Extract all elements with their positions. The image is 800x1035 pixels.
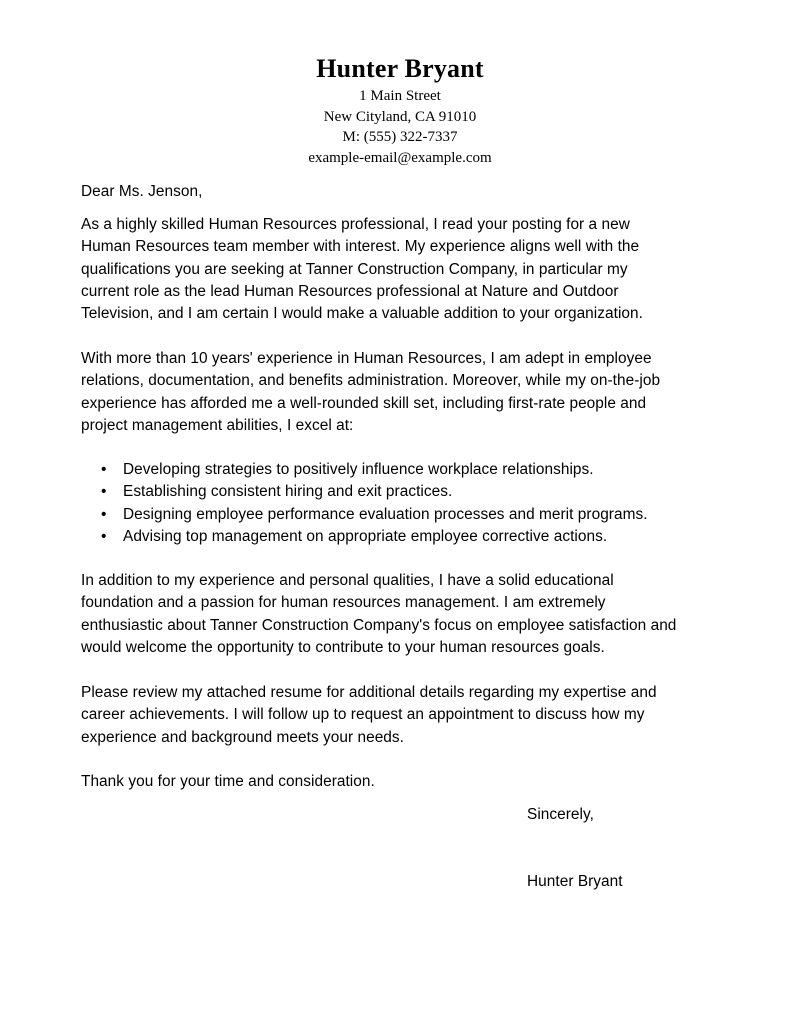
closing: Sincerely, [527, 806, 594, 823]
paragraph-follow-up [81, 682, 731, 749]
sender-street: 1 Main Street [359, 88, 441, 104]
paragraph-line: experience and background meets your needs. [81, 728, 404, 746]
bullet-icon: • [101, 505, 107, 523]
list-item-text: Developing strategies to positively influence workplace relationships. [123, 461, 594, 478]
paragraph-line: relations, documentation, and benefits administration. Moreover, while my on-the-job [81, 372, 661, 390]
paragraph-line: Television, and I am certain I would make a valuable addition to your organization. [81, 305, 643, 323]
paragraph-experience [81, 348, 731, 437]
paragraph-line: Please review my attached resume for additional details regarding my expertise and [81, 684, 657, 701]
paragraph-thanks: Thank you for your time and consideration. [81, 773, 375, 790]
paragraph-line: foundation and a passion for human resources management. I am extremely [81, 594, 606, 612]
bullet-icon: • [101, 483, 107, 501]
list-item [81, 504, 731, 526]
sender-city: New Cityland, CA 91010 [323, 108, 477, 125]
paragraph-line: experience has afforded me a well-rounded skill set, including first-rate people and [81, 394, 647, 412]
salutation: Dear Ms. Jenson, [81, 183, 203, 200]
bullet-icon: • [101, 527, 107, 545]
paragraph-line: career achievements. I will follow up to request an appointment to discuss how my [81, 706, 645, 724]
letterhead [0, 52, 800, 168]
paragraph-line: project management abilities, I excel at: [81, 416, 354, 434]
paragraph-line: current role as the lead Human Resources professional at Nature and Outdoor [81, 282, 619, 300]
paragraph-line: would welcome the opportunity to contribute to your human resources goals. [81, 638, 605, 656]
paragraph-line: Human Resources team member with interest. My experience aligns well with the [81, 238, 640, 256]
paragraph-line: enthusiastic about Tanner Construction Company's focus on employee satisfaction and [81, 616, 677, 634]
paragraph-line: As a highly skilled Human Resources professional, I read your posting for a new [81, 216, 630, 233]
paragraph-line: With more than 10 years' experience in Human Resources, I am adept in employee [81, 350, 652, 367]
paragraph-intro [81, 214, 731, 325]
sender-phone: M: (555) 322-7337 [342, 129, 458, 145]
list-item-text: Designing employee performance evaluation processes and merit programs. [123, 505, 648, 523]
list-item [81, 459, 731, 481]
paragraph-line: qualifications you are seeking at Tanner Construction Company, in particular my [81, 260, 628, 278]
list-item-text: Advising top management on appropriate employee corrective actions. [123, 527, 608, 545]
list-item-text: Establishing consistent hiring and exit practices. [123, 483, 453, 501]
signature-name: Hunter Bryant [527, 873, 623, 890]
bullet-icon: • [101, 461, 107, 478]
list-item [81, 526, 731, 548]
list-item [81, 481, 731, 503]
skills-list [81, 459, 731, 548]
paragraph-line: In addition to my experience and personal qualities, I have a solid educational [81, 572, 614, 589]
sender-name: Hunter Bryant [316, 54, 484, 83]
paragraph-education [81, 570, 731, 659]
sender-email: example-email@example.com [308, 149, 492, 166]
